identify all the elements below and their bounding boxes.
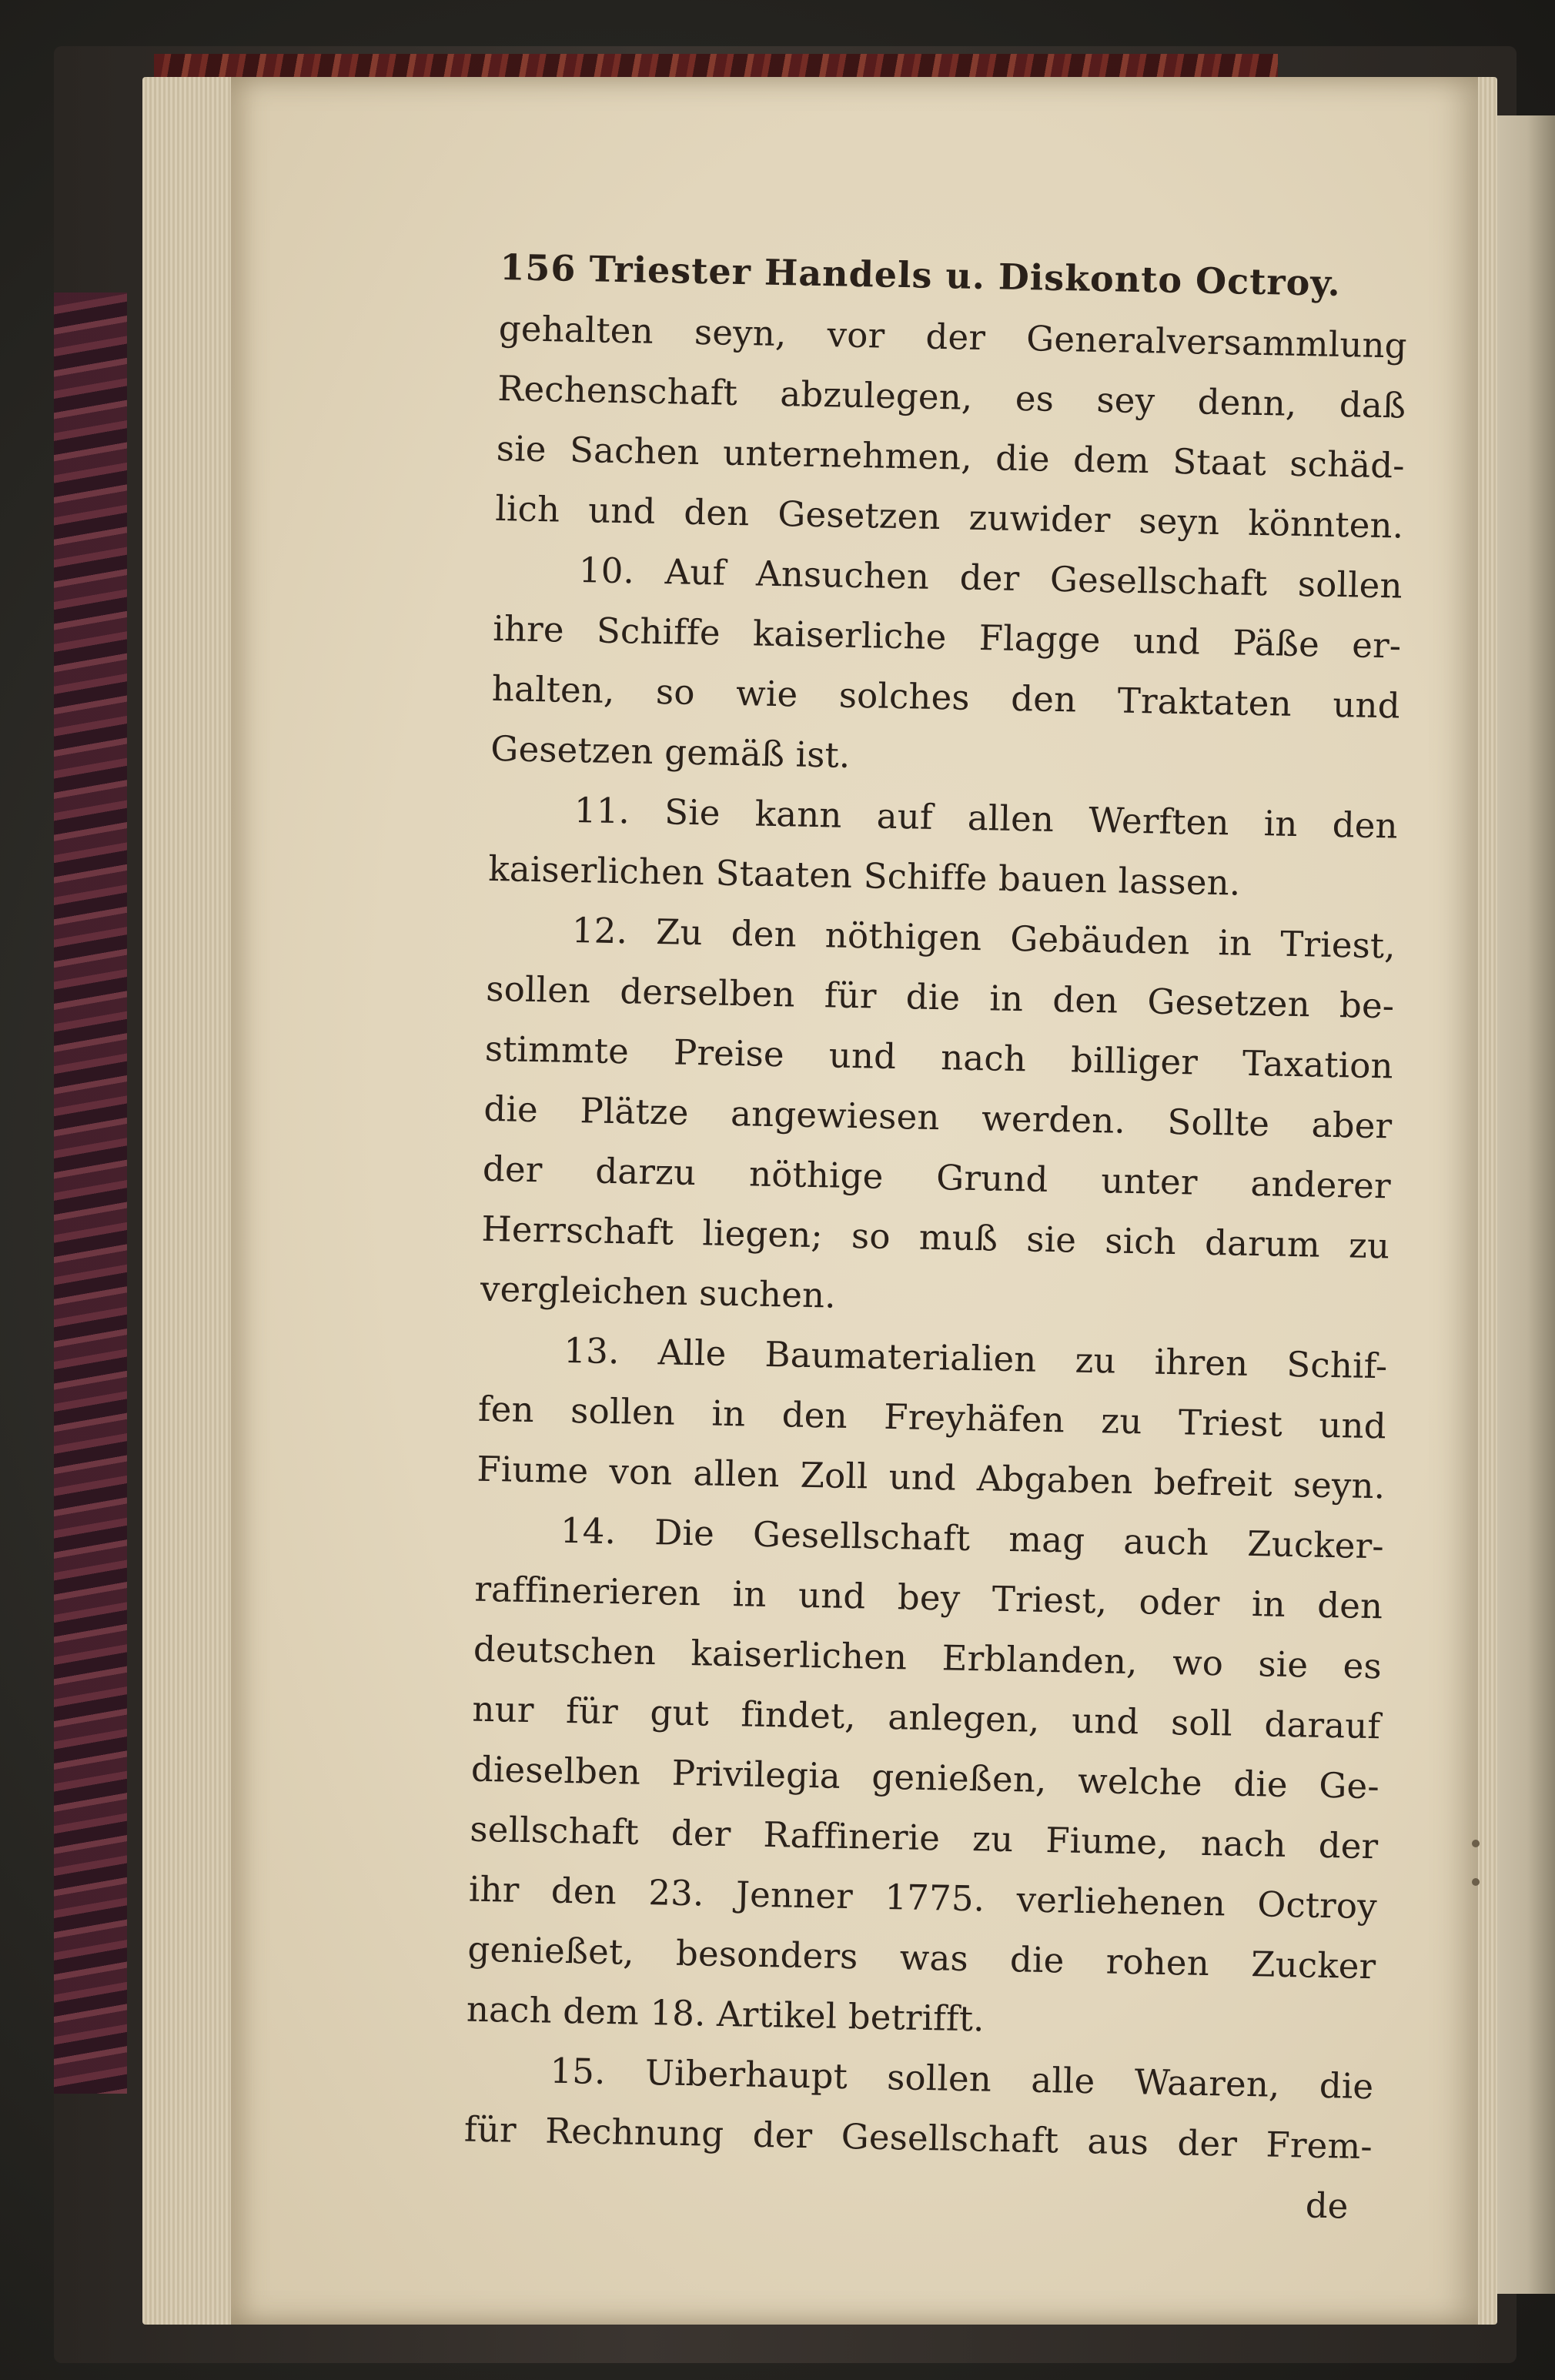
catchword: de: [1305, 2184, 1349, 2227]
text-line: 12. Zu den nöthigen Gebäuden in Triest,: [571, 909, 1396, 967]
running-header: 156 Triester Handels u. Diskonto Octroy.: [499, 246, 1342, 304]
text-line: 13. Alle Baumaterialien zu ihren Schif-: [563, 1329, 1388, 1387]
text-line: sollen derselben für die in den Gesetzen be-: [485, 968, 1395, 1027]
text-line: genießet, besonders was die rohen Zucker: [467, 1928, 1376, 1987]
text-line: Fiume von allen Zoll und Abgaben befreit seyn.: [476, 1448, 1386, 1507]
marbled-binding-left: [54, 292, 127, 2094]
text-line: Herrschaft liegen; so muß sie sich darum zu: [480, 1208, 1390, 1267]
binding-stitch: [1472, 1878, 1480, 1886]
text-line: sellschaft der Raffinerie zu Fiume, nach der: [470, 1808, 1379, 1867]
text-line: dieselben Privilegia genießen, welche die Ge-: [470, 1748, 1380, 1807]
text-line: der darzu nöthige Grund unter anderer: [482, 1148, 1392, 1207]
text-line: 11. Sie kann auf allen Werften in den: [574, 789, 1399, 847]
text-line: die Plätze angewiesen werden. Sollte aber: [483, 1088, 1393, 1147]
text-line: gehalten seyn, vor der Generalversammlung: [498, 307, 1408, 366]
text-line: ihr den 23. Jenner 1775. verliehenen Octroy: [468, 1868, 1378, 1927]
text-line: halten, so wie solches den Traktaten und: [491, 667, 1401, 727]
text-line: lich und den Gesetzen zuwider seyn könnten.: [494, 487, 1404, 547]
text-line: sie Sachen unternehmen, die dem Staat schäd-: [496, 427, 1406, 486]
text-line: kaiserlichen Staaten Schiffe bauen lassen.: [487, 847, 1241, 904]
text-line: Gesetzen gemäß ist.: [490, 727, 851, 776]
text-line: vergleichen suchen.: [480, 1268, 837, 1316]
page-text: [463, 246, 1409, 2237]
text-line: fen sollen in den Freyhäfen zu Triest und: [477, 1388, 1387, 1447]
text-line: 14. Die Gesellschaft mag auch Zucker-: [560, 1509, 1385, 1567]
text-line: deutschen kaiserlichen Erblanden, wo sie es: [473, 1628, 1383, 1687]
text-line: für Rechnung der Gesellschaft aus der Frem-: [463, 2108, 1373, 2168]
text-line: 10. Auf Ansuchen der Gesellschaft sollen: [578, 550, 1403, 607]
text-line: raffinerieren in und bey Triest, oder in den: [474, 1568, 1383, 1627]
text-line: nach dem 18. Artikel betrifft.: [466, 1988, 985, 2040]
binding-stitch: [1472, 1840, 1480, 1847]
text-line: Rechenschaft abzulegen, es sey denn, daß: [497, 367, 1406, 426]
text-line: nur für gut findet, anlegen, und soll darauf: [472, 1688, 1381, 1747]
text-line: stimmte Preise und nach billiger Taxation: [484, 1028, 1394, 1087]
text-line: ihre Schiffe kaiserliche Flagge und Päße er-: [492, 607, 1402, 667]
text-line: 15. Uiberhaupt sollen alle Waaren, die: [550, 2050, 1374, 2108]
text-lines: [463, 299, 1407, 2177]
